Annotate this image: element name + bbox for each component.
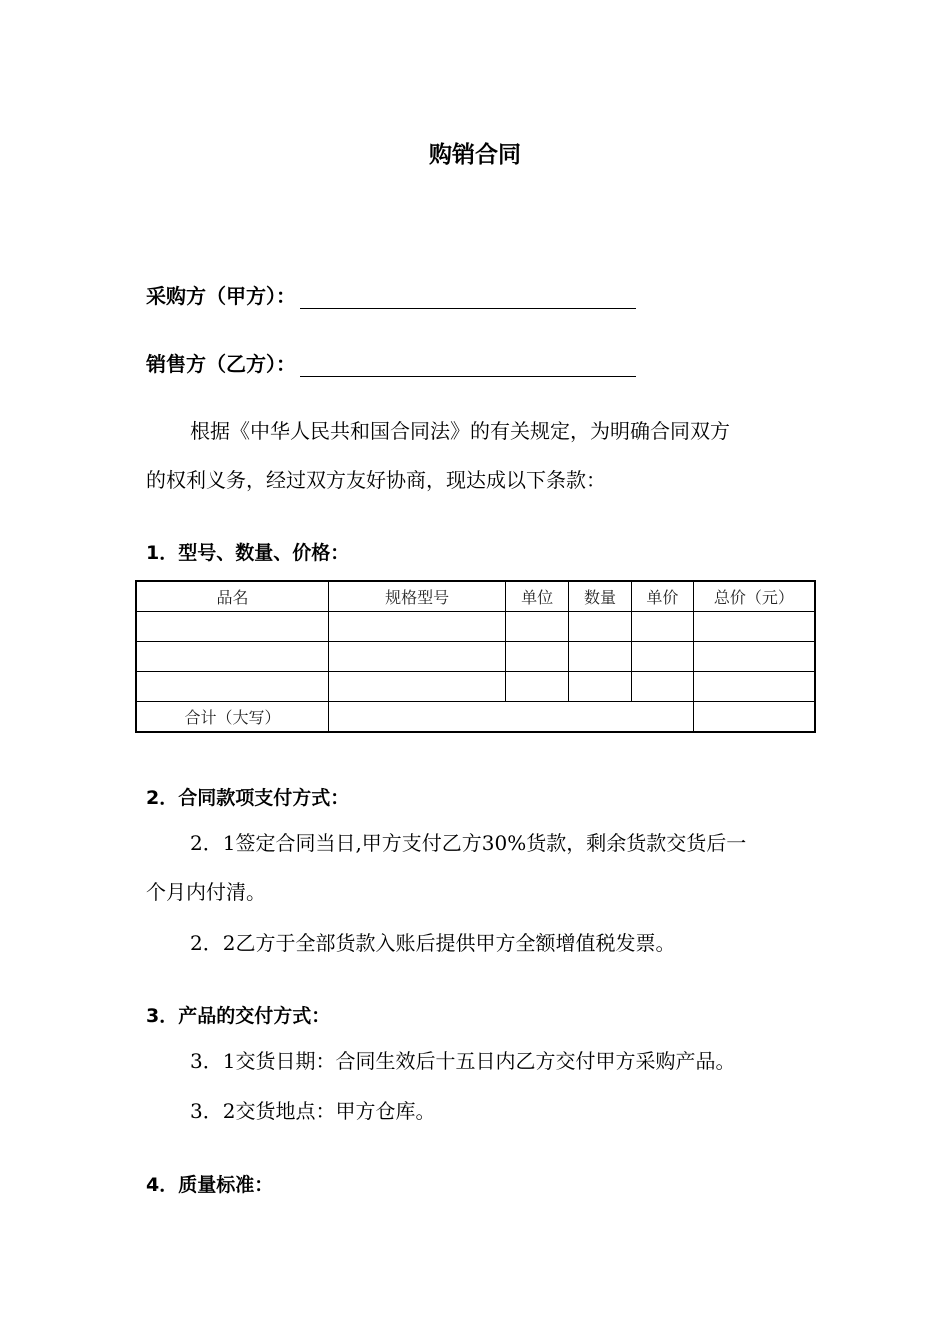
table-row [136, 612, 815, 642]
table-header-cell: 单位 [506, 581, 569, 612]
party-a-row [146, 280, 636, 309]
table-header-cell: 总价（元） [693, 581, 815, 612]
intro-line-1: 根据《中华人民共和国合同法》的有关规定，为明确合同双方 [190, 419, 730, 443]
section-2-heading: 2．合同款项支付方式： [146, 787, 350, 809]
table-cell[interactable] [136, 612, 328, 642]
table-cell[interactable] [328, 672, 505, 702]
table-row [136, 642, 815, 672]
table-cell[interactable] [693, 672, 815, 702]
document-title: 购销合同 [429, 142, 521, 168]
party-a-blank-line[interactable] [300, 286, 636, 309]
table-cell[interactable] [631, 672, 693, 702]
table-header-cell: 数量 [569, 581, 632, 612]
table-cell[interactable] [506, 672, 569, 702]
party-b-row [146, 348, 636, 377]
table-header-cell: 品名 [136, 581, 328, 612]
total-amount-words-cell[interactable] [328, 702, 693, 733]
table-cell[interactable] [506, 612, 569, 642]
table-cell[interactable] [136, 672, 328, 702]
table-cell[interactable] [693, 642, 815, 672]
table-total-row [136, 702, 815, 733]
table-cell[interactable] [569, 672, 632, 702]
table-header-row [136, 581, 815, 612]
clause-2-1-line-1: 2．1签定合同当日,甲方支付乙方30%货款，剩余货款交货后一 [190, 831, 747, 855]
total-label-cell: 合计（大写） [136, 702, 328, 733]
total-amount-cell[interactable] [693, 702, 815, 733]
section-3-heading: 3．产品的交付方式： [146, 1005, 331, 1027]
table-cell[interactable] [631, 612, 693, 642]
table-cell[interactable] [136, 642, 328, 672]
clause-2-1-line-2: 个月内付清。 [146, 880, 266, 904]
table-cell[interactable] [506, 642, 569, 672]
section-1-heading: 1．型号、数量、价格： [146, 542, 350, 564]
table-cell[interactable] [693, 612, 815, 642]
table-cell[interactable] [328, 642, 505, 672]
items-table [135, 580, 816, 733]
clause-3-1: 3．1交货日期：合同生效后十五日内乙方交付甲方采购产品。 [190, 1049, 736, 1073]
table-cell[interactable] [569, 612, 632, 642]
table-cell[interactable] [569, 642, 632, 672]
table-header-cell: 单价 [631, 581, 693, 612]
table-cell[interactable] [631, 642, 693, 672]
table-header-cell: 规格型号 [328, 581, 505, 612]
clause-2-2: 2．2乙方于全部货款入账后提供甲方全额增值税发票。 [190, 931, 676, 955]
clause-3-2: 3．2交货地点：甲方仓库。 [190, 1099, 436, 1123]
section-4-heading: 4．质量标准： [146, 1174, 274, 1196]
table-cell[interactable] [328, 612, 505, 642]
intro-line-2: 的权利义务，经过双方友好协商，现达成以下条款： [146, 468, 606, 492]
party-b-blank-line[interactable] [300, 354, 636, 377]
party-b-label: 销售方（乙方）： [146, 352, 296, 376]
party-a-label: 采购方（甲方）： [146, 284, 296, 308]
table-row [136, 672, 815, 702]
